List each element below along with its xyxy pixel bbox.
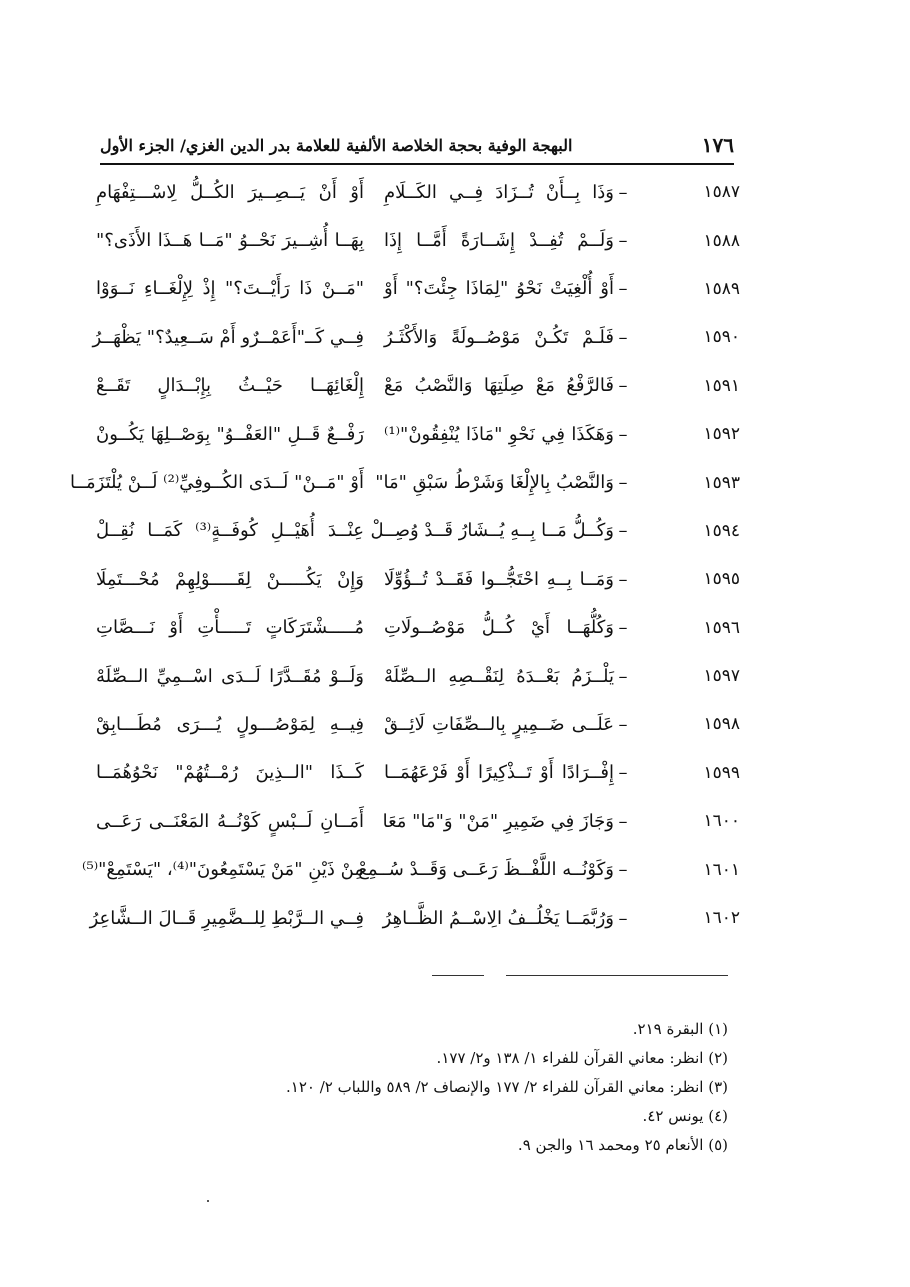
first-hemistich: فَالرَّفْعُ مَعْ صِلَتِهَا وَالنَّصْبُ مَعْ <box>384 375 614 397</box>
first-hemistich: وَمَــا بِــهِ احْتَجُّــوا فَقَــدْ تُــؤُوِّلَا <box>384 568 614 590</box>
verse-number: ١٥٩٢ <box>703 424 740 445</box>
verse-number: ١٥٨٩ <box>703 278 740 299</box>
second-hemistich: عِنْــدَ أُهَيْــلِ كُوفَــةٍ⁽³⁾ كَمَــا نُقِــلْ <box>96 520 364 542</box>
verse-line <box>96 362 740 410</box>
verse-dash: – <box>618 665 628 687</box>
verse-dash: – <box>618 375 628 397</box>
footnote-rule <box>506 975 728 976</box>
verse-dash: – <box>618 762 628 784</box>
verse-number: ١٦٠٢ <box>703 908 740 929</box>
footnotes <box>200 1015 728 1160</box>
verse-line <box>96 168 740 216</box>
first-hemistich: فَلَـمْ تَكُـنْ مَوْصُــولَةً وَالأَكْثَـرُ <box>384 326 614 348</box>
verse-line <box>96 410 740 458</box>
verse-line <box>96 652 740 700</box>
footnote: (١) البقرة ٢١٩. <box>632 1020 728 1038</box>
verse-line <box>89 894 740 942</box>
verse-line <box>69 458 740 506</box>
second-hemistich: بِهَــا أُشِــيرَ نَحْــوُ "مَــا هَــذَا الأَذَى؟" <box>96 230 364 252</box>
verse-dash: – <box>618 568 628 590</box>
verse-line <box>96 749 740 797</box>
header-rule <box>100 163 734 165</box>
verse-number: ١٥٩٣ <box>703 472 740 493</box>
verse-dash: – <box>618 520 628 542</box>
verse-number: ١٥٩٦ <box>703 617 740 638</box>
second-hemistich: رَفْــعٌ قَــلِ "العَفْــوُ" بِوَصْــلِهَا يَكُــونْ <box>96 423 364 445</box>
verse-number: ١٦٠٠ <box>703 811 740 832</box>
second-hemistich: أَمَــانِ لَــبْسٍ كَوْنُــهُ المَعْنَــى رَعَــى <box>96 810 364 832</box>
verse-dash: – <box>618 907 628 929</box>
first-hemistich: أَوْ أُلْغِيَتْ نَحْوُ "لِمَاذَا جِئْتَ؟" أَوْ <box>384 278 614 300</box>
first-hemistich: وَكُلُّهَــا أَيْ كُــلُّ مَوْصُــولَاتِ <box>384 617 614 639</box>
verse-number: ١٥٩٠ <box>703 327 740 348</box>
first-hemistich: وَكَوْنُــه اللَّفْــظَ رَعَــى وَقَــدْ سُــمِعْ <box>358 859 614 881</box>
second-hemistich: مُـــــشْتَرَكَاتٍ تَـــــأْتِ أَوْ نَـــصَّاتِ <box>96 617 364 639</box>
second-hemistich: فِــي كَــ"أَعَمْــرٌو أَمْ سَــعِيدٌ؟" يَظْهَــرُ <box>92 326 364 348</box>
verse-number: ١٦٠١ <box>703 859 740 880</box>
verse-line <box>96 797 740 845</box>
second-hemistich: فِــي الــرَّبْطِ لِلــضَّمِيرِ قَــالَ الــشَّاعِرُ <box>89 907 364 929</box>
second-hemistich: مِنْ ذَيْنِ "مَنْ يَسْتَمِعُونَ"⁽⁴⁾، "يَسْتَمِعْ"⁽⁵⁾ <box>82 859 364 881</box>
verse-number: ١٥٨٧ <box>703 182 740 203</box>
verse-dash: – <box>618 230 628 252</box>
verse-line <box>96 700 740 748</box>
footnote: (٣) انظر: معاني القرآن للفراء ٢/ ١٧٧ والإنصاف ٢/ ٥٨٩ واللباب ٢/ ١٢٠. <box>285 1078 728 1096</box>
verse-line <box>96 604 740 652</box>
verse-number: ١٥٨٨ <box>703 230 740 251</box>
verse-line <box>96 555 740 603</box>
second-hemistich: أَوْ أَنْ يَــصِــيرَ الكُــلُّ لِاسْـــتِفْهَامِ <box>96 181 364 203</box>
verse-dash: – <box>618 810 628 832</box>
second-hemistich: "مَــنْ ذَا رَأَيْــتَ؟" إِذْ لِإِلْغَــاءِ نَــوَوْا <box>96 278 364 300</box>
footnote-rule <box>712 975 728 976</box>
verse-line <box>96 216 740 264</box>
verse-line <box>82 845 740 893</box>
first-hemistich: وَهَكَذَا فِي نَحْوِ "مَاذَا يُنْفِقُونْ"⁽¹⁾ <box>384 423 614 445</box>
second-hemistich: أَوْ "مَــنْ" لَــدَى الكُــوفِيِّ⁽²⁾ لَــنْ يُلْتَزَمَــا <box>69 472 364 494</box>
verse-line <box>96 507 740 555</box>
verse-list <box>69 168 740 942</box>
verse-number: ١٥٩٧ <box>703 666 740 687</box>
verse-number: ١٥٩١ <box>703 375 740 396</box>
scan-speck <box>207 1200 209 1202</box>
book-title: البهجة الوفية بحجة الخلاصة الألفية للعلامة بدر الدين الغزي/ الجزء الأول <box>100 135 573 155</box>
verse-dash: – <box>618 181 628 203</box>
verse-line <box>92 313 740 361</box>
footnote-rule <box>432 975 484 976</box>
first-hemistich: وَرُبَّمَــا يَخْلُــفُ الِاسْــمُ الظَّــاهِرُ <box>382 907 614 929</box>
second-hemistich: فِيــهِ لِمَوْصُـــولٍ يُـــرَى مُطَـــابِقْ <box>96 713 364 735</box>
verse-number: ١٥٩٥ <box>703 569 740 590</box>
first-hemistich: وَالنَّصْبُ بِالإِلْغَا وَشَرْطُ سَبْقِ "مَا" <box>375 472 614 494</box>
first-hemistich: إِفْــرَادًا أَوْ تَــذْكِيرًا أَوْ فَرْعَهُمَــا <box>384 762 614 784</box>
verse-number: ١٥٩٤ <box>703 520 740 541</box>
verse-dash: – <box>618 423 628 445</box>
running-header <box>100 128 734 162</box>
first-hemistich: يَلْــزَمُ بَعْــدَهُ لِنَقْــصِهِ الــصِّلَهْ <box>384 665 614 687</box>
first-hemistich: عَلَــى ضَــمِيرٍ بِالــصِّفَاتِ لَائِــقْ <box>384 713 614 735</box>
page-number: ١٧٦ <box>701 133 734 157</box>
footnote: (٤) يونس ٤٢. <box>642 1107 728 1125</box>
footnote: (٢) انظر: معاني القرآن للفراء ١/ ١٣٨ و٢/ ١٧٧. <box>436 1049 728 1067</box>
verse-number: ١٥٩٩ <box>703 762 740 783</box>
second-hemistich: وَإِنْ يَكُـــــنْ لِقَـــــوْلِهِمْ مُحْـــتَمِلَا <box>96 568 364 590</box>
verse-dash: – <box>618 326 628 348</box>
first-hemistich: وَلَــمْ تُفِــدْ إِشَــارَةً أَمَّــا إِذَا <box>384 230 614 252</box>
first-hemistich: وَذَا بِــأَنْ تُــزَادَ فِــي الكَــلَامِ <box>384 181 614 203</box>
first-hemistich: وَجَازَ فِي ضَمِيرِ "مَنْ" وَ"مَا" مَعَا <box>382 810 614 832</box>
verse-dash: – <box>618 859 628 881</box>
first-hemistich: وَكُــلُّ مَــا بِــهِ يُــشَارُ قَــدْ وُصِــلْ <box>370 520 614 542</box>
second-hemistich: إِلْغَائِهَــا حَيْــثُ بِإِبْــدَالٍ تَقَــعْ <box>96 375 364 397</box>
second-hemistich: وَلَــوْ مُقَــدَّرًا لَــدَى اسْــمِيِّ الــصِّلَهْ <box>96 665 364 687</box>
verse-dash: – <box>618 278 628 300</box>
verse-dash: – <box>618 472 628 494</box>
verse-number: ١٥٩٨ <box>703 714 740 735</box>
verse-dash: – <box>618 617 628 639</box>
verse-line <box>96 265 740 313</box>
verse-dash: – <box>618 713 628 735</box>
footnote: (٥) الأنعام ٢٥ ومحمد ١٦ والجن ٩. <box>517 1136 728 1154</box>
second-hemistich: كَــذَا "الــذِينَ رُمْــتُهُمْ" نَحْوُهُمَــا <box>96 762 364 784</box>
